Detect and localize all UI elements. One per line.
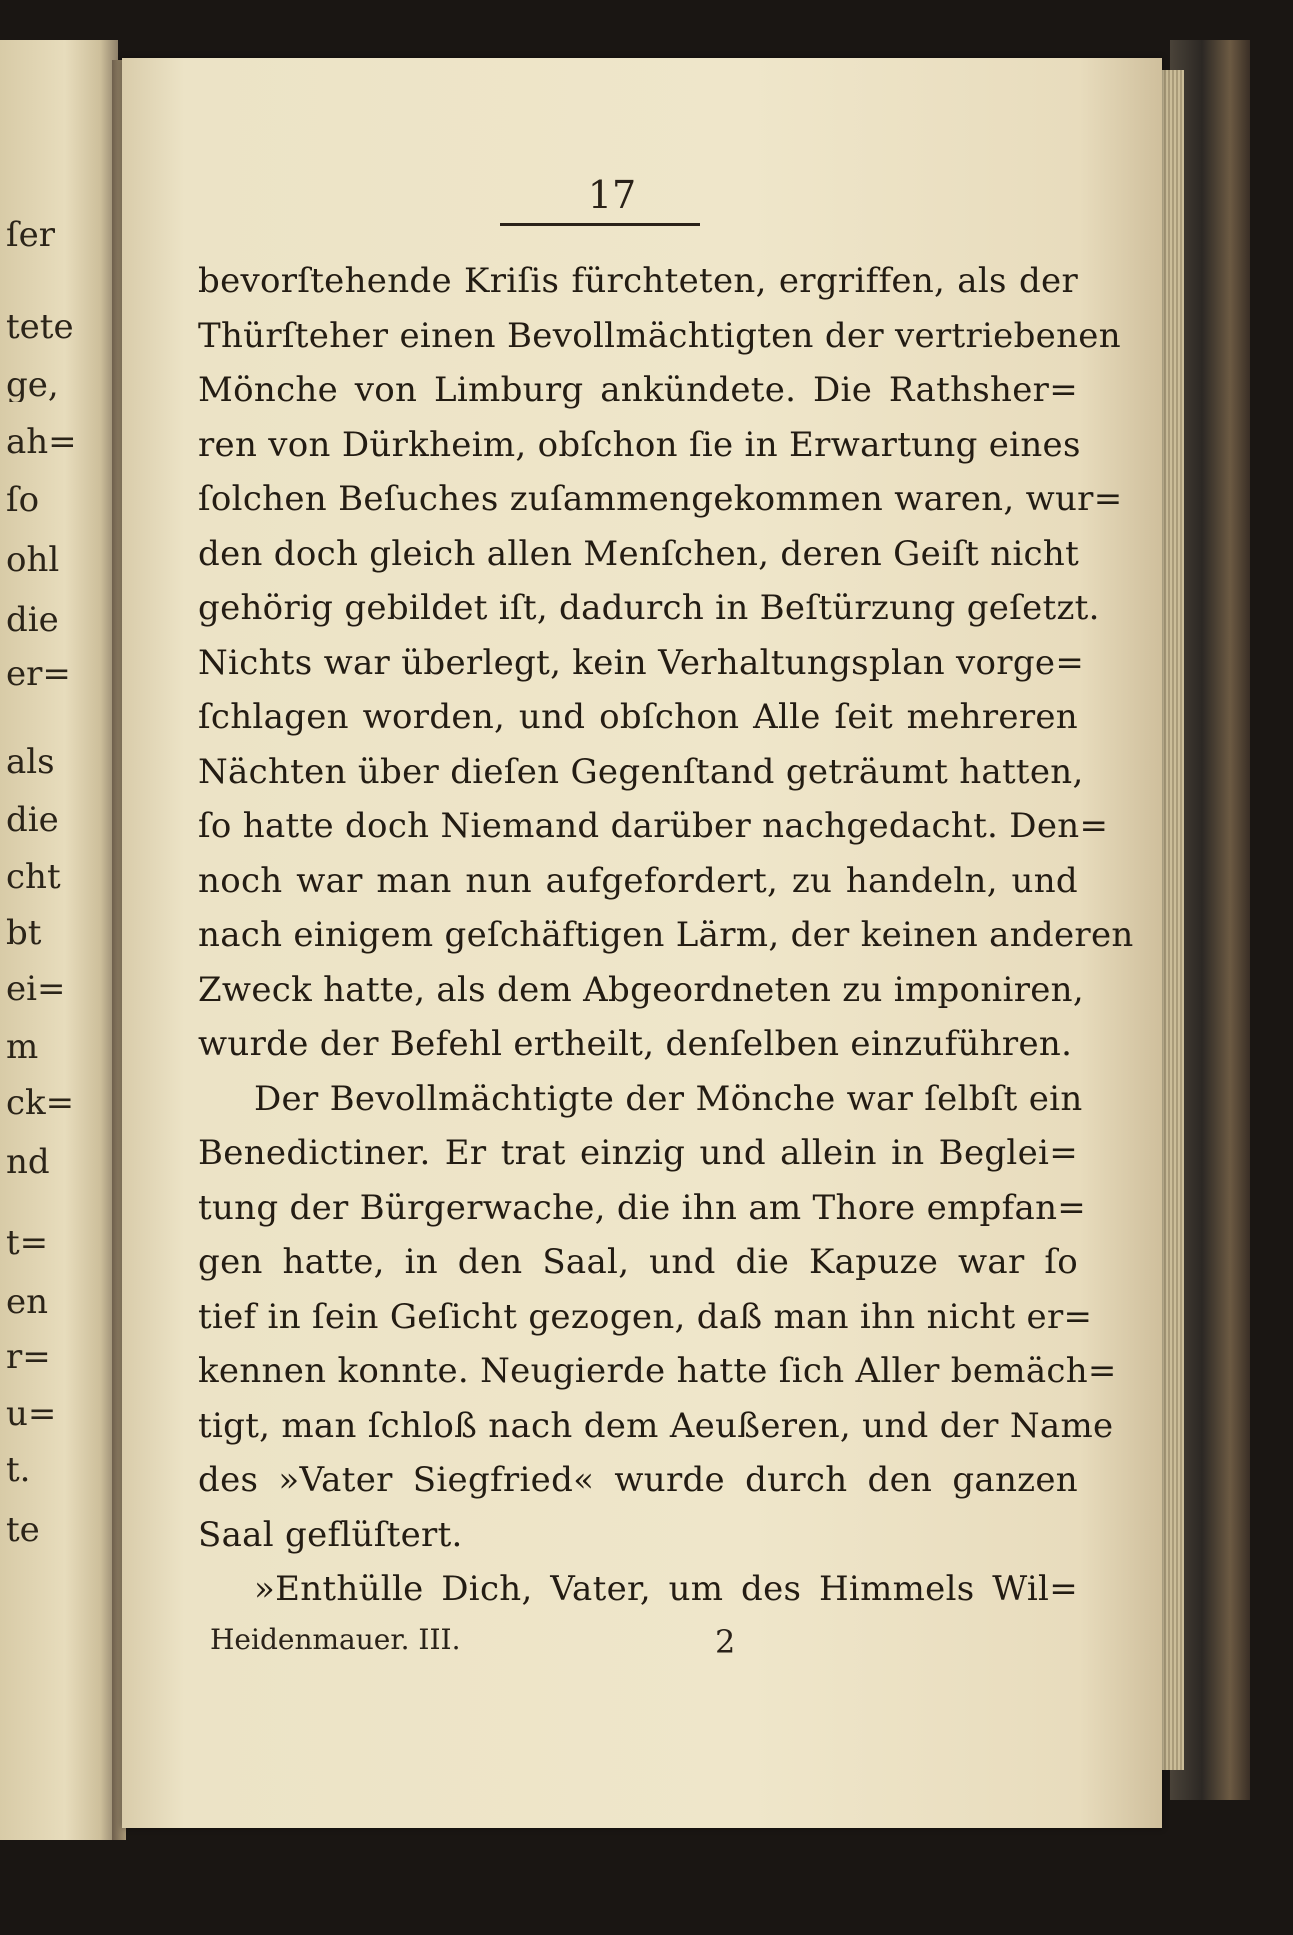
text-line: des »Vater Siegfried« wurde durch den ganzen <box>198 1460 1078 1500</box>
right-page <box>122 58 1162 1828</box>
text-line: noch war man nun aufgefordert, zu handeln, und <box>198 860 1078 901</box>
text-line: ſo hatte doch Niemand darüber nachgedacht. Den= <box>198 806 1109 846</box>
text-line: tief in ſein Geſicht gezogen, daß man ihn nicht er= <box>198 1296 1093 1337</box>
text-line: ren von Dürkheim, obſchon ſie in Erwartung eines <box>198 424 1081 465</box>
left-page-fragment: r= <box>6 1340 51 1374</box>
left-page-fragment: die <box>6 803 59 837</box>
left-page-fragment: tete <box>6 310 74 344</box>
text-line: den doch gleich allen Menſchen, deren Geiſt nicht <box>198 533 1080 574</box>
text-line: gehörig gebildet iſt, dadurch in Beſtürzung geſetzt. <box>198 588 1100 628</box>
header-rule <box>500 223 700 226</box>
left-page-fragment: en <box>6 1285 49 1319</box>
left-page-fragment: t. <box>6 1453 31 1487</box>
left-page-fragment: m <box>6 1030 39 1064</box>
text-line: nach einigem geſchäftigen Lärm, der keinen anderen <box>198 915 1134 955</box>
left-page-fragment: die <box>6 603 59 637</box>
text-line: Mönche von Limburg ankündete. Die Rathsher= <box>198 370 1078 410</box>
text-line: wurde der Befehl ertheilt, denſelben einzuführen. <box>198 1024 1073 1064</box>
text-line: Saal geflüſtert. <box>198 1514 463 1555</box>
left-page-fragment: ſer <box>6 218 55 252</box>
left-page-fragment: ohl <box>6 543 60 577</box>
text-line: gen hatte, in den Saal, und die Kapuze war ſo <box>198 1242 1078 1282</box>
text-line: Zweck hatte, als dem Abgeordneten zu imponiren, <box>198 969 1084 1010</box>
signature-mark: Heidenmauer. III. <box>210 1623 461 1656</box>
body-text <box>198 254 1134 1617</box>
left-page-fragment: ſo <box>6 483 40 517</box>
left-page-fragment: als <box>6 745 55 779</box>
text-line: Nichts war überlegt, kein Verhaltungsplan vorge= <box>198 642 1085 683</box>
text-line: »Enthülle Dich, Vater, um des Himmels Wil= <box>254 1569 1078 1609</box>
left-page-fragment: er= <box>6 657 71 691</box>
left-page-fragment: cht <box>6 860 61 894</box>
sheet-number: 2 <box>715 1623 736 1661</box>
page-footer <box>210 1623 1010 1663</box>
left-page-fragment: te <box>6 1513 40 1547</box>
text-line: tung der Bürgerwache, die ihn am Thore empfan= <box>198 1187 1087 1228</box>
text-line: Nächten über dieſen Gegenſtand geträumt hatten, <box>198 751 1084 792</box>
left-page-edge <box>0 40 118 1840</box>
text-line: ſchlagen worden, und obſchon Alle ſeit mehreren <box>198 697 1078 737</box>
text-line: ſolchen Beſuches zuſammengekommen waren, wur= <box>198 479 1123 519</box>
left-page-fragment: nd <box>6 1145 50 1179</box>
text-line: kennen konnte. Neugierde hatte ſich Aller bemäch= <box>198 1351 1117 1391</box>
left-page-fragment: ei= <box>6 972 66 1006</box>
text-line: Thürſteher einen Bevollmächtigten der vertriebenen <box>198 315 1121 356</box>
left-page-fragment: ah= <box>6 425 77 459</box>
text-line: tigt, man ſchloß nach dem Aeußeren, und der Name <box>198 1405 1114 1446</box>
page-number: 17 <box>587 173 637 217</box>
text-line: Der Bevollmächtigte der Mönche war ſelbſt ein <box>254 1078 1083 1119</box>
left-page-fragment: t= <box>6 1226 49 1260</box>
left-page-fragment: ck= <box>6 1086 75 1120</box>
text-line: Benedictiner. Er trat einzig und allein in Beglei= <box>198 1133 1078 1173</box>
left-page-fragment: ge, <box>6 368 59 402</box>
left-page-fragment: bt <box>6 916 42 950</box>
text-line: bevorſtehende Kriſis fürchteten, ergriffen, als der <box>198 261 1078 301</box>
left-page-fragment: u= <box>6 1397 57 1431</box>
